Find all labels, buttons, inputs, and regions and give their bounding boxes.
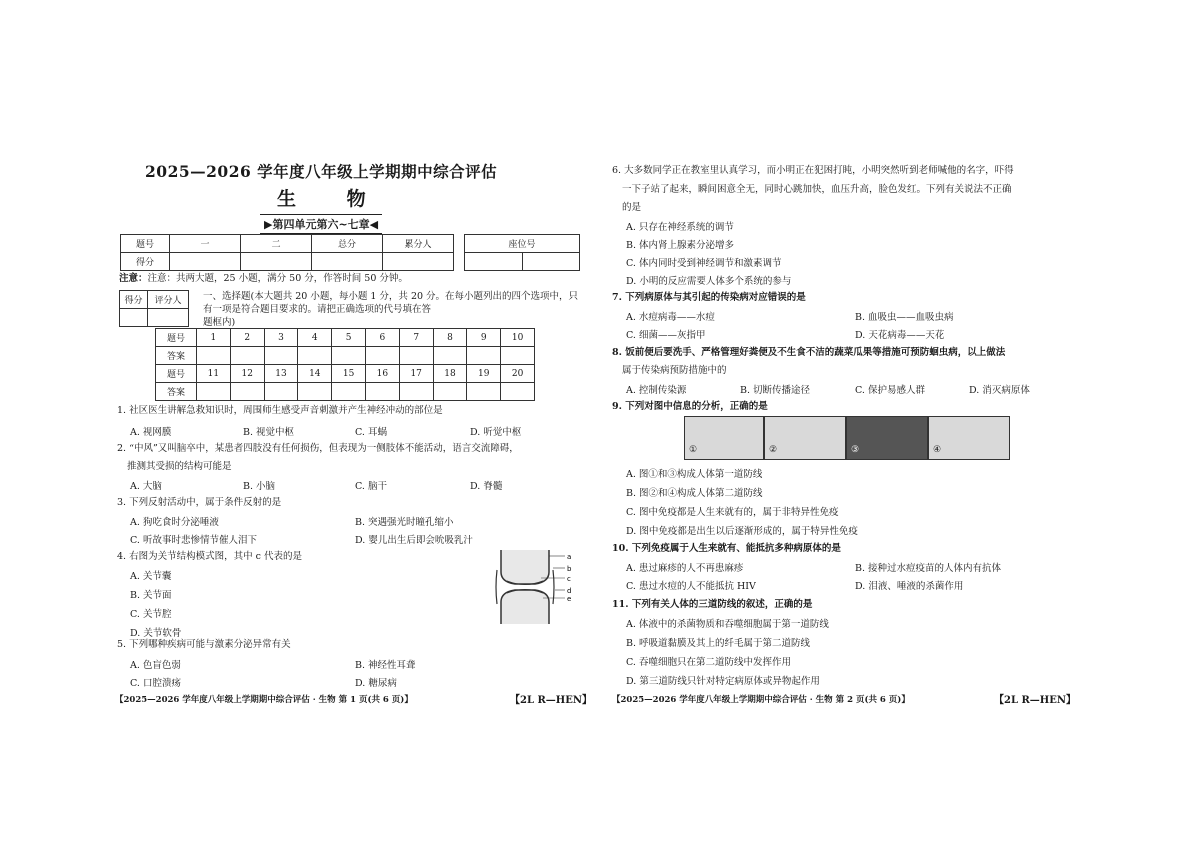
- joint-label: c: [567, 575, 571, 583]
- figure-3: ③: [846, 416, 928, 460]
- option: B. 小脑: [243, 481, 276, 492]
- option: B. 关节面: [130, 590, 172, 601]
- score-header: 累分人: [383, 235, 454, 253]
- option: C. 吞噬细胞只在第二道防线中发挥作用: [626, 657, 791, 668]
- option: D. 糖尿病: [355, 678, 397, 689]
- option: D. 泪液、唾液的杀菌作用: [855, 581, 964, 592]
- option: C. 体内同时受到神经调节和激素调节: [626, 258, 782, 269]
- score-header: 座位号: [465, 235, 580, 253]
- option: D. 天花病毒——天花: [855, 330, 945, 341]
- unit-label: ▶第四单元第六~七章◀: [260, 214, 382, 234]
- question-6: 6. 大多数同学正在教室里认真学习，而小明正在犯困打盹，小明突然听到老师喊他的名字，吓得: [612, 165, 1014, 176]
- answer-grid: 题号 1 2 3 4 5 6 7 8 9 10 答案 题号 11 12 13 14 15 16 17 18 19 20 答案: [155, 328, 535, 401]
- option: A. 只存在神经系统的调节: [626, 222, 734, 233]
- option: C. 关节腔: [130, 609, 172, 620]
- option: C. 听故事时悲惨情节催人泪下: [130, 535, 257, 546]
- joint-label: b: [567, 565, 572, 573]
- joint-diagram: [493, 548, 573, 626]
- page-2: [612, 0, 1092, 848]
- option: A. 图①和③构成人体第一道防线: [626, 469, 763, 480]
- option: C. 口腔溃疡: [130, 678, 181, 689]
- option: D. 关节软骨: [130, 628, 182, 639]
- option: B. 突遇强光时瞳孔缩小: [355, 517, 454, 528]
- option: B. 呼吸道黏膜及其上的纤毛属于第二道防线: [626, 638, 811, 649]
- option: B. 图②和④构成人体第二道防线: [626, 488, 763, 499]
- option: B. 切断传播途径: [740, 385, 811, 396]
- option: D. 脊髓: [470, 481, 503, 492]
- grader-label: 评分人: [147, 291, 188, 309]
- option: A. 体液中的杀菌物质和吞噬细胞属于第一道防线: [626, 619, 829, 630]
- question-7: 7. 下列病原体与其引起的传染病对应错误的是: [612, 292, 806, 303]
- option: C. 保护易感人群: [855, 385, 925, 396]
- section1-title: 一、选择题(本大题共 20 小题，每小题 1 分，共 20 分。在每小题列出的四个选项中，只有一项是符合题目要求的。请把正确选项的代号填在答 题框内): [203, 291, 579, 328]
- grader-label: 得分: [120, 291, 148, 309]
- joint-label: a: [567, 553, 572, 561]
- option: B. 接种过水痘疫苗的人体内有抗体: [855, 563, 1002, 574]
- question-1: 1. 社区医生讲解急救知识时，周围师生感受声音刺激并产生神经冲动的部位是: [117, 405, 443, 416]
- option: D. 第三道防线只针对特定病原体或异物起作用: [626, 676, 820, 687]
- notice: 注意：注意：共两大题，25 小题，满分 50 分，作答时间 50 分钟。: [119, 273, 408, 284]
- option: D. 消灭病原体: [969, 385, 1030, 396]
- footer-code: 【2L R—HEN】: [510, 695, 592, 706]
- score-header: 二: [241, 235, 312, 253]
- figure-2: ②: [764, 416, 846, 460]
- question-5: 5. 下列哪种疾病可能与激素分泌异常有关: [117, 639, 291, 650]
- option: C. 脑干: [355, 481, 387, 492]
- score-header: 一: [170, 235, 241, 253]
- joint-label: e: [567, 595, 572, 603]
- joint-label: d: [567, 587, 572, 595]
- option: C. 图中免疫都是人生来就有的，属于非特异性免疫: [626, 507, 839, 518]
- score-table: [120, 234, 580, 271]
- option: D. 小明的反应需要人体多个系统的参与: [626, 276, 792, 287]
- question-2-cont: 推测其受损的结构可能是: [127, 461, 232, 472]
- question-3: 3. 下列反射活动中，属于条件反射的是: [117, 497, 282, 508]
- question-10: 10. 下列免疫属于人生来就有、能抵抗多种病原体的是: [612, 543, 841, 554]
- page-footer: 【2025—2026 学年度八年级上学期期中综合评估 · 生物 第 2 页(共 6 页)】: [612, 695, 910, 705]
- grader-table: [119, 290, 189, 327]
- option: A. 关节囊: [130, 571, 172, 582]
- option: A. 水痘病毒——水痘: [626, 312, 715, 323]
- question-4: 4. 右图为关节结构模式图，其中 c 代表的是: [117, 551, 302, 562]
- exam-title: 2025—2026 学年度八年级上学期期中综合评估: [145, 162, 498, 181]
- option: A. 控制传染源: [626, 385, 687, 396]
- option: D. 听觉中枢: [470, 427, 522, 438]
- subject-title: 生 物: [277, 188, 388, 210]
- footer-code: 【2L R—HEN】: [994, 695, 1076, 706]
- question-6-cont: 一下子站了起来，瞬间困意全无，同时心跳加快，血压升高，脸色发红。下列有关说法不正确: [622, 184, 1012, 195]
- option: A. 大脑: [130, 481, 162, 492]
- question-11: 11. 下列有关人体的三道防线的叙述，正确的是: [612, 599, 813, 610]
- question-6-cont: 的是: [622, 202, 642, 213]
- question-8-cont: 属于传染病预防措施中的: [622, 365, 727, 376]
- option: B. 血吸虫——血吸虫病: [855, 312, 954, 323]
- option: A. 色盲色弱: [130, 660, 181, 671]
- score-label: 得分: [121, 253, 170, 271]
- page-1: [105, 0, 590, 848]
- figure-4: ④: [928, 416, 1010, 460]
- question-9: 9. 下列对图中信息的分析，正确的是: [612, 401, 768, 412]
- score-header: 题号: [121, 235, 170, 253]
- option: A. 患过麻疹的人不再患麻疹: [626, 563, 744, 574]
- option: C. 细菌——灰指甲: [626, 330, 706, 341]
- score-header: 总分: [312, 235, 383, 253]
- option: D. 婴儿出生后即会吮吸乳汁: [355, 535, 473, 546]
- option: B. 视觉中枢: [243, 427, 295, 438]
- option: B. 神经性耳聋: [355, 660, 416, 671]
- option: B. 体内肾上腺素分泌增多: [626, 240, 735, 251]
- figure-1: ①: [684, 416, 764, 460]
- option: A. 狗吃食时分泌唾液: [130, 517, 219, 528]
- option: D. 图中免疫都是出生以后逐渐形成的，属于特异性免疫: [626, 526, 858, 537]
- page-footer: 【2025—2026 学年度八年级上学期期中综合评估 · 生物 第 1 页(共 6 页)】: [115, 695, 413, 705]
- option: C. 患过水痘的人不能抵抗 HIV: [626, 581, 756, 592]
- option: C. 耳蜗: [355, 427, 387, 438]
- option: A. 视网膜: [130, 427, 172, 438]
- question-2: 2. “中风”又叫脑卒中，某患者四肢没有任何损伤，但表现为一侧肢体不能活动，语言交流障碍，: [117, 443, 519, 454]
- question-8: 8. 饭前便后要洗手、严格管理好粪便及不生食不洁的蔬菜瓜果等措施可预防蛔虫病，以上做法: [612, 347, 1006, 358]
